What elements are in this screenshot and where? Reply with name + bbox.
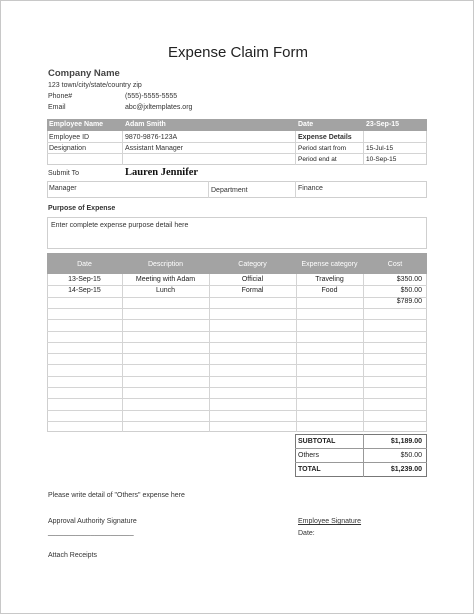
table-column-divider (296, 274, 297, 432)
table-column-divider (122, 274, 123, 432)
divider (122, 131, 123, 165)
table-row-divider (47, 421, 427, 422)
form-title: Expense Claim Form (167, 44, 309, 61)
table-row-divider (47, 319, 427, 320)
period-start[interactable]: 15-Jul-15 (366, 145, 394, 152)
table-row-divider (47, 376, 427, 377)
table-header-date: Date (77, 261, 92, 268)
divider (363, 131, 364, 165)
approval-signature-label: Approval Authority Signature (48, 518, 137, 525)
purpose-label: Purpose of Expense (48, 205, 116, 212)
table-header-category: Category (238, 261, 267, 268)
submit-role[interactable]: Manager (49, 185, 77, 192)
table-row-divider (47, 364, 427, 365)
others-note: Please write detail of "Others" expense here (48, 492, 185, 499)
divider (295, 181, 296, 198)
table-cell[interactable]: Lunch (155, 287, 176, 294)
designation[interactable]: Assistant Manager (125, 145, 183, 152)
table-row-divider (47, 410, 427, 411)
employee-name-label: Employee Name (49, 121, 104, 128)
table-row-divider (47, 308, 427, 309)
period-start-label: Period start from (298, 145, 347, 152)
table-row-divider (47, 387, 427, 388)
submit-to-name[interactable]: Lauren Jennifer (125, 167, 199, 178)
company-address: 123 town/city/state/country zip (48, 82, 142, 89)
table-row-divider (47, 353, 427, 354)
divider (295, 448, 427, 449)
table-row-divider (47, 285, 427, 286)
table-cell[interactable]: Traveling (315, 276, 344, 283)
divider (295, 462, 427, 463)
table-cell[interactable]: Food (321, 287, 338, 294)
date-label: Date (298, 121, 314, 128)
department-label: Department (211, 187, 248, 194)
company-name: Company Name (48, 68, 120, 79)
employee-signature-label[interactable]: Employee Signature (298, 518, 362, 525)
designation-label: Designation (49, 145, 86, 152)
table-header-cost: Cost (387, 261, 403, 268)
signature-date-label[interactable]: Date: (298, 530, 315, 537)
table-row-divider (47, 398, 427, 399)
table-cell[interactable]: $789.00 (396, 298, 422, 305)
divider (208, 181, 209, 198)
subtotal-label: SUBTOTAL (298, 438, 336, 445)
table-cell[interactable]: 14-Sep-15 (68, 287, 101, 294)
table-column-divider (209, 274, 210, 432)
approval-signature-line[interactable]: ______________________ (48, 529, 134, 536)
others-label: Others (298, 452, 320, 459)
expense-details-label: Expense Details (298, 134, 352, 141)
table-cell[interactable]: $350.00 (396, 276, 422, 283)
table-header-expense-category: Expense category (301, 261, 358, 268)
submit-to-label: Submit To (48, 170, 79, 177)
divider (47, 142, 427, 143)
divider (47, 153, 427, 154)
table-row-divider (47, 331, 427, 332)
subtotal-value: $1,189.00 (390, 438, 422, 445)
company-phone-label: Phone# (48, 93, 73, 100)
company-phone: (555)-5555-5555 (125, 93, 178, 100)
table-cell[interactable]: Official (241, 276, 264, 283)
others-value[interactable]: $50.00 (400, 452, 422, 459)
table-header-description: Description (147, 261, 183, 268)
company-email: abc@jxltemplates.org (125, 104, 193, 111)
form-date: 23-Sep-15 (366, 121, 400, 128)
employee-id[interactable]: 9870-9876-123A (125, 134, 178, 141)
table-cell[interactable]: Meeting with Adam (135, 276, 196, 283)
table-row-divider (47, 342, 427, 343)
purpose-text[interactable]: Enter complete expense purpose detail here (51, 222, 189, 229)
divider (295, 131, 296, 165)
table-cell[interactable]: 13-Sep-15 (68, 276, 101, 283)
total-label: TOTAL (298, 466, 321, 473)
period-end[interactable]: 10-Sep-15 (366, 156, 397, 163)
department[interactable]: Finance (298, 185, 323, 192)
period-end-label: Period end at (298, 156, 337, 163)
company-email-label: Email (48, 104, 66, 111)
table-cell[interactable]: Formal (241, 287, 264, 294)
employee-id-label: Employee ID (49, 134, 90, 141)
table-cell[interactable]: $50.00 (400, 287, 422, 294)
total-value: $1,239.00 (390, 466, 422, 473)
attach-receipts-label: Attach Receipts (48, 552, 98, 559)
employee-name: Adam Smith (125, 121, 166, 128)
